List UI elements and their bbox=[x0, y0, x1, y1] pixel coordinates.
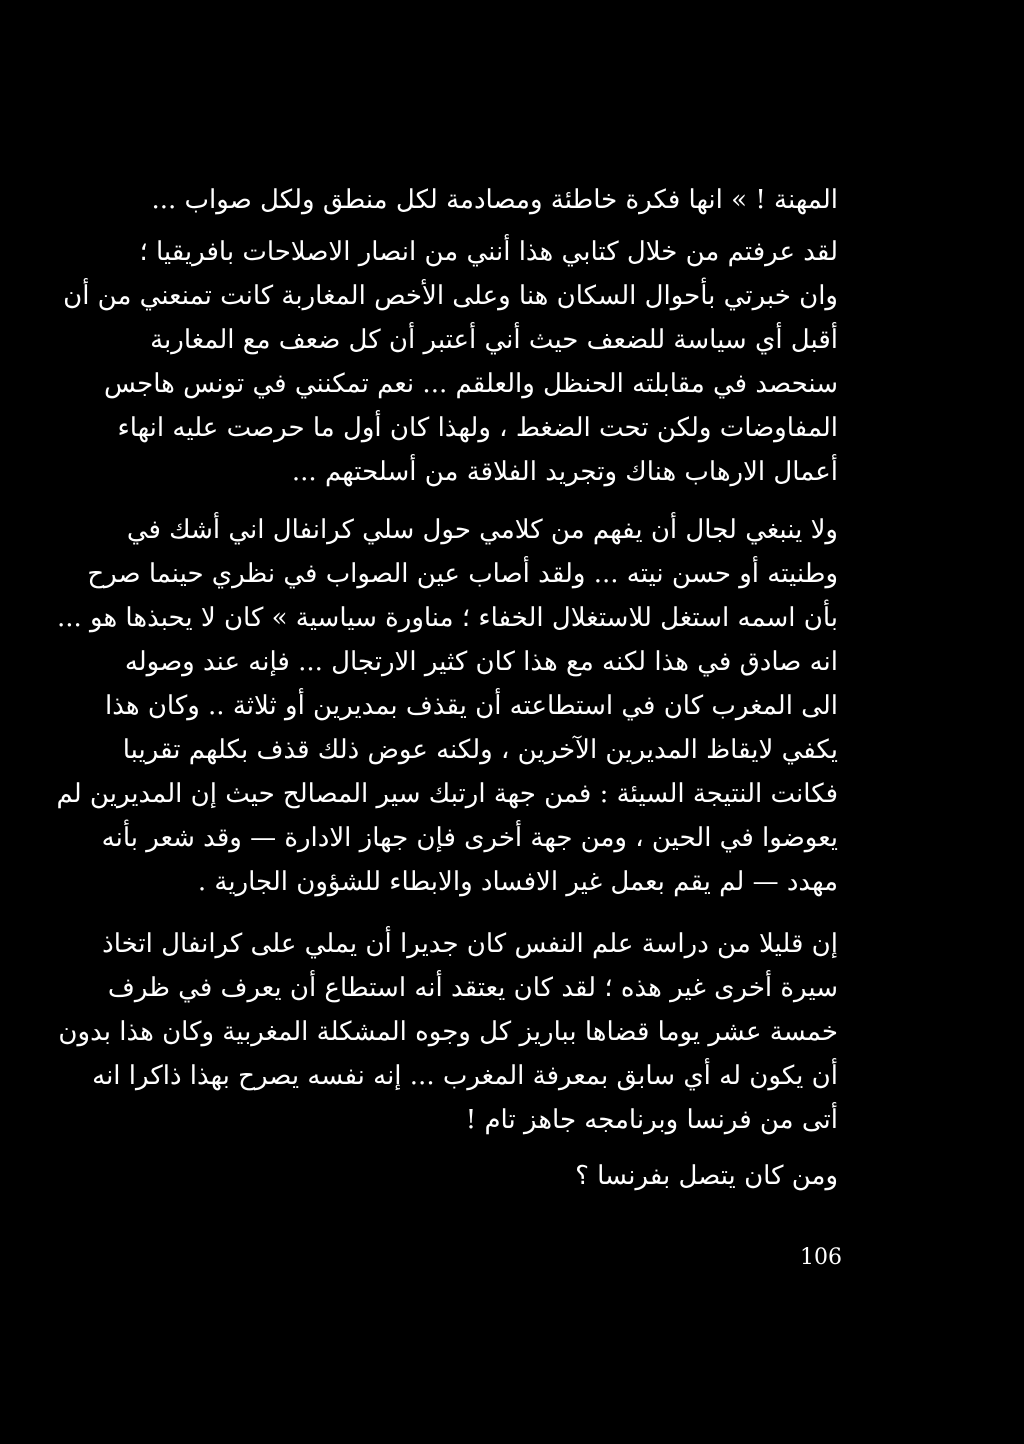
text-line: مهدد — لم يقم بعمل غير الافساد والابطاء للشؤون الجارية . bbox=[197, 867, 838, 897]
paragraph-1 bbox=[151, 178, 838, 222]
text-line: إن قليلا من دراسة علم النفس كان جديرا أن يملي على كرانفال اتخاذ bbox=[102, 929, 838, 959]
text-line: وان خبرتي بأحوال السكان هنا وعلى الأخص المغاربة كانت تمنعني من أن bbox=[63, 281, 838, 311]
paragraph-3 bbox=[56, 508, 838, 904]
text-line: المفاوضات ولكن تحت الضغط ، ولهذا كان أول ما حرصت عليه انهاء bbox=[117, 413, 838, 443]
text-line: خمسة عشر يوما قضاها بباريز كل وجوه المشكلة المغربية وكان هذا بدون bbox=[58, 1017, 838, 1047]
text-line: سنحصد في مقابلته الحنظل والعلقم ... نعم تمكنني في تونس هاجس bbox=[104, 369, 838, 399]
paragraph-5 bbox=[170, 1154, 838, 1198]
text-line: الى المغرب كان في استطاعته أن يقذف بمديرين أو ثلاثة .. وكان هذا bbox=[104, 691, 838, 721]
text-line: وطنيته أو حسن نيته ... ولقد أصاب عين الصواب في نظري حينما صرح bbox=[87, 559, 838, 589]
text-line: يكفي لايقاظ المديرين الآخرين ، ولكنه عوض ذلك قذف بكلهم تقريبا bbox=[122, 735, 838, 765]
body-text bbox=[56, 178, 838, 1198]
text-line: فكانت النتيجة السيئة : فمن جهة ارتبك سير المصالح حيث إن المديرين لم bbox=[56, 779, 838, 809]
text-line: يعوضوا في الحين ، ومن جهة أخرى فإن جهاز الادارة — وقد شعر بأنه bbox=[101, 823, 838, 853]
page-number: 106 bbox=[800, 1245, 842, 1270]
text-line: أتى من فرنسا وبرنامجه جاهز تام ! bbox=[465, 1105, 838, 1135]
text-line: بأن اسمه استغل للاستغلال الخفاء ؛ مناورة سياسية » كان لا يحبذها هو ... bbox=[56, 603, 838, 633]
text-line: أعمال الارهاب هناك وتجريد الفلاقة من أسلحتهم ... bbox=[291, 457, 838, 487]
text-line: أقبل أي سياسة للضعف حيث أني أعتبر أن كل ضعف مع المغاربة bbox=[150, 325, 838, 355]
text-line: لقد عرفتم من خلال كتابي هذا أنني من انصار الاصلاحات بافريقيا ؛ bbox=[139, 237, 838, 267]
text-line: ولا ينبغي لجال أن يفهم من كلامي حول سلي كرانفال اني أشك في bbox=[126, 515, 838, 545]
text-line: انه صادق في هذا لكنه مع هذا كان كثير الارتجال ... فإنه عند وصوله bbox=[124, 647, 838, 677]
paragraph-2 bbox=[63, 230, 838, 494]
paragraph-4 bbox=[58, 922, 838, 1142]
text-line: أن يكون له أي سابق بمعرفة المغرب ... إنه نفسه يصرح بهذا ذاكرا انه bbox=[92, 1061, 838, 1091]
text-line: سيرة أخرى غير هذه ؛ لقد كان يعتقد أنه استطاع أن يعرف في ظرف bbox=[107, 973, 838, 1003]
text-line: ومن كان يتصل بفرنسا ؟ bbox=[575, 1161, 838, 1191]
text-line: المهنة ! » انها فكرة خاطئة ومصادمة لكل منطق ولكل صواب ... bbox=[151, 185, 838, 215]
